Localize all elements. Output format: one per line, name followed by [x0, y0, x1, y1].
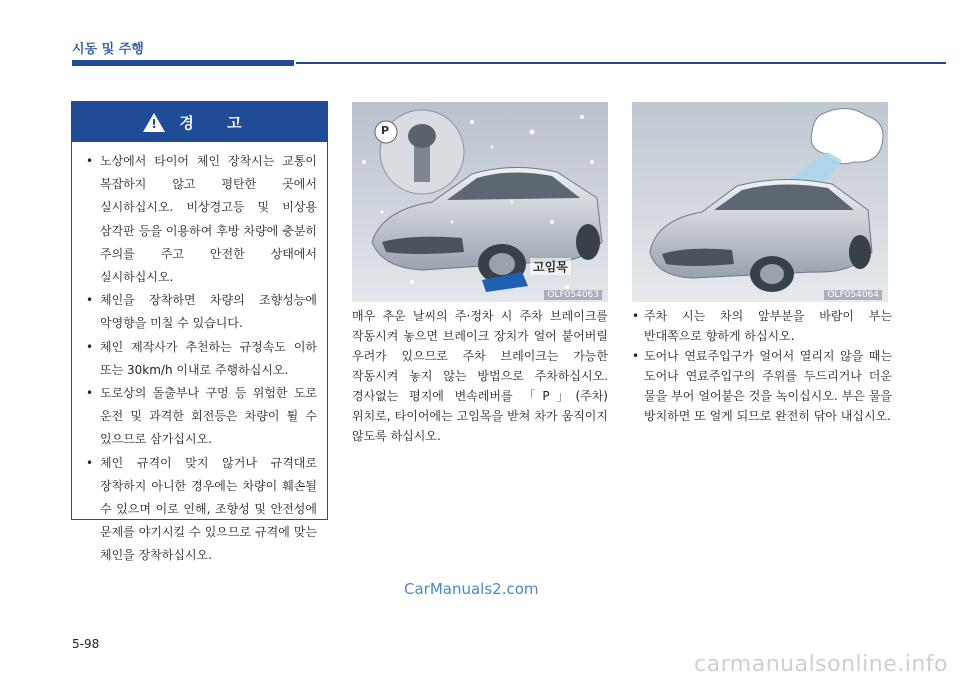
warning-item: • 도로상의 돌출부나 구멍 등 위험한 도로 운전 및 과격한 회전등은 차량이 튈 수 있으므로 삼가십시오. [86, 382, 317, 452]
warning-triangle-icon [143, 113, 165, 132]
figure-code: OLF054063 [544, 290, 602, 300]
watermark-carmanualsonline: carmanualsonline.info [694, 652, 948, 677]
parking-tip-item: • 주차 시는 차의 앞부분을 바람이 부는 반대쪽으로 향하게 하십시오. [630, 306, 892, 346]
gear-p-symbol: P [381, 124, 390, 137]
wind-car-illustration [632, 102, 888, 302]
figure-code: OLF054064 [824, 290, 882, 300]
header-rule-thick [72, 60, 294, 66]
warning-item: • 체인 규격이 맞지 않거나 규격대로 장착하지 아니한 경우에는 차량이 훼손될 수 있으며 이로 인해, 조향성 및 안전성에 문제를 야기시킬 수 있으므로 규격에 맞는 체인을 장착하십시오. [86, 452, 317, 568]
warning-item: • 노상에서 타이어 체인 장착시는 교통이 복잡하지 않고 평탄한 곳에서 실시하십시오. 비상경고등 및 비상용 삼각판 등을 이용하여 후방 차량에 충분히 주의를 주고 안전한 상태에서 실시하십시오. [86, 150, 317, 289]
figure-parked-car-snow [352, 102, 608, 302]
warning-item: • 체인 제작사가 추천하는 규정속도 이하 또는 30km/h 이내로 주행하십시오. [86, 336, 317, 382]
warning-icon-symbol: ! [151, 116, 157, 131]
warning-list [72, 142, 327, 568]
header-rule-thin [296, 62, 946, 64]
page-number: 5-98 [72, 637, 100, 651]
warning-item: • 체인을 장착하면 차량의 조향성능에 악영향을 미칠 수 있습니다. [86, 289, 317, 335]
warning-box [71, 101, 328, 563]
watermark-carmanuals2[interactable]: CarManuals2.com [404, 580, 539, 598]
winter-parking-text: 매우 추운 날씨의 주·정차 시 주차 브레이크를 작동시켜 놓으면 브레이크 장치가 얼어 붙어버릴 우려가 있으므로 주차 브레이크는 가능한 작동시켜 놓지 않는 방법으로 주차하십시오. 경사없는 평지에 변속레버를 「P」(주차) 위치로, 타이어에는 고임목을 받쳐 차가 움직이지 않도록 하십시오. [352, 309, 608, 443]
figure-car-wind [632, 102, 888, 302]
warning-title: 경 고 [179, 113, 256, 132]
parking-tip-item: • 도어나 연료주입구가 얼어서 열리지 않을 때는 도어나 연료주입구의 주위를 두드리거나 더운 물을 부어 얼어붙은 것을 녹이십시오. 부은 물을 방치하면 또 얼게 되므로 완전히 닦아 내십시오. [630, 346, 892, 426]
warning-header [72, 102, 327, 142]
section-title: 시동 및 주행 [72, 42, 144, 57]
parking-tips-list [630, 306, 892, 426]
wheel-chock-label: 고임목 [530, 258, 571, 275]
